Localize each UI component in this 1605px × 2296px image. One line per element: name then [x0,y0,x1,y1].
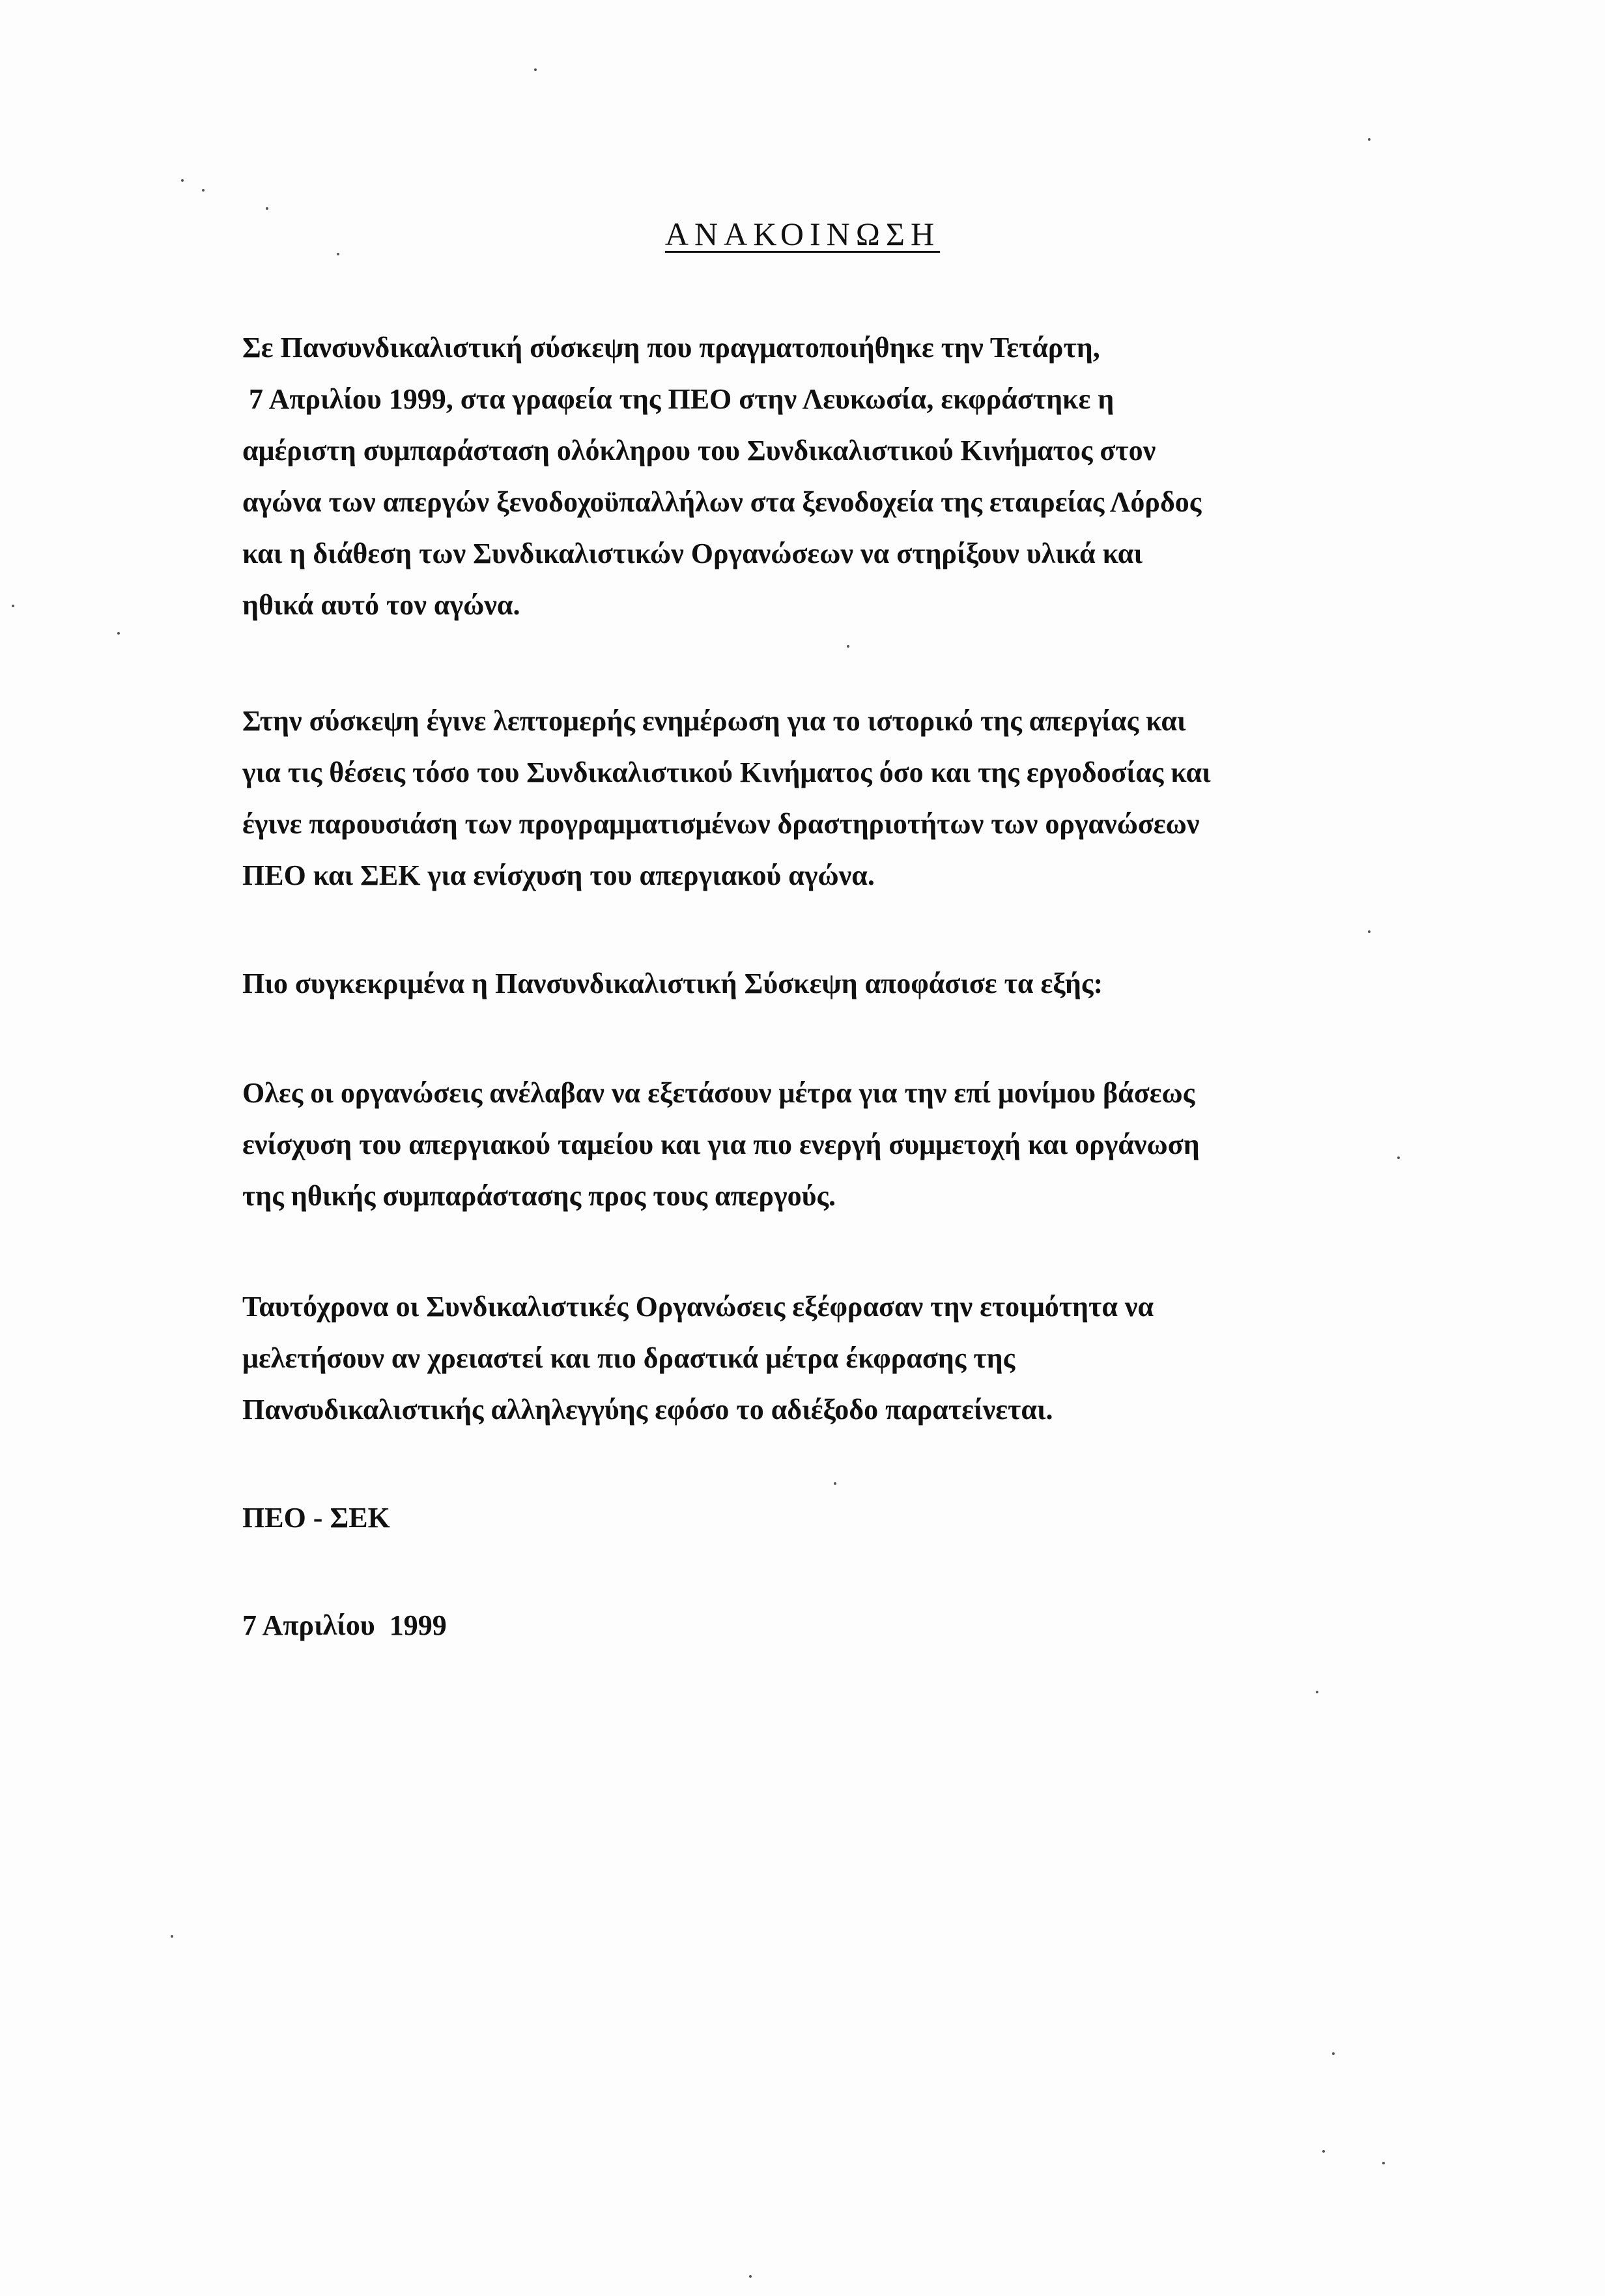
text-line: ενίσχυση του απεργιακού ταμείου και για πιο ενεργή συμμετοχή και οργάνωση [242,1128,1200,1160]
text-line: μελετήσουν αν χρειαστεί και πιο δραστικά μέτρα έκφρασης της [242,1342,1016,1374]
signature [242,1492,1428,1543]
scan-speck [1368,138,1371,141]
signature-text: ΠΕΟ - ΣΕΚ [242,1502,390,1534]
text-line: και η διάθεση των Συνδικαλιστικών Οργανώσεων να στηρίξουν υλικά και [242,538,1143,569]
scan-speck [1397,1156,1400,1159]
scan-speck [1322,2150,1325,2153]
text-line: Στην σύσκεψη έγινε λεπτομερής ενημέρωση για το ιστορικό της απεργίας και [242,705,1186,737]
text-line: Πανσυδικαλιστικής αλληλεγγύης εφόσο το αδιέξοδο παρατείνεται. [242,1394,1053,1426]
scan-speck [181,179,184,182]
text-line: ΠΕΟ και ΣΕΚ για ενίσχυση του απεργιακού αγώνα. [242,859,875,891]
text-line: 7 Απριλίου 1999, στα γραφεία της ΠΕΟ στην Λευκωσία, εκφράστηκε η [249,383,1115,415]
paragraph-decision-escalation [242,1281,1428,1435]
paragraph-decisions-intro [242,958,1428,1009]
text-line: αγώνα των απεργών ξενοδοχοϋπαλλήλων στα ξενοδοχεία της εταιρείας Λόρδος [242,486,1202,518]
scan-speck [171,1935,173,1938]
document-date [242,1600,1428,1651]
scan-speck [12,605,14,607]
paragraph-briefing [242,695,1428,901]
text-line: της ηθικής συμπαράστασης προς τους απεργούς. [242,1180,836,1212]
scan-speck [337,253,339,255]
scan-speck [534,68,537,71]
document-title: ΑΝΑΚΟΙΝΩΣΗ [664,216,941,252]
text-line: για τις θέσεις τόσο του Συνδικαλιστικού Κινήματος όσο και της εργοδοσίας και [242,756,1211,788]
scan-speck [749,2275,752,2278]
scan-speck [847,645,849,648]
text-line: αμέριστη συμπαράσταση ολόκληρου του Συνδικαλιστικού Κινήματος στον [242,435,1156,466]
scan-speck [266,207,268,210]
text-line: ηθικά αυτό τον αγώνα. [242,589,520,621]
scan-speck [1316,1691,1318,1693]
paragraph-meeting [242,322,1428,631]
text-line: Σε Πανσυνδικαλιστική σύσκεψη που πραγματοποιήθηκε την Τετάρτη, [242,332,1100,364]
paragraph-decision-fund [242,1067,1428,1222]
text-line: Ταυτόχρονα οι Συνδικαλιστικές Οργανώσεις εξέφρασαν την ετοιμότητα να [242,1291,1154,1323]
text-line: Ολες οι οργανώσεις ανέλαβαν να εξετάσουν μέτρα για την επί μονίμου βάσεως [242,1077,1195,1109]
text-line: έγινε παρουσιάση των προγραμματισμένων δραστηριοτήτων των οργανώσεων [242,808,1200,840]
text-line: Πιο συγκεκριμένα η Πανσυνδικαλιστική Σύσκεψη αποφάσισε τα εξής: [242,968,1103,999]
scan-speck [1382,2162,1385,2164]
scan-speck [834,1482,836,1485]
date-text: 7 Απριλίου 1999 [242,1609,447,1641]
scan-speck [1368,930,1371,933]
scan-speck [117,632,120,635]
scan-speck [202,189,205,192]
scan-speck [1332,2052,1335,2055]
